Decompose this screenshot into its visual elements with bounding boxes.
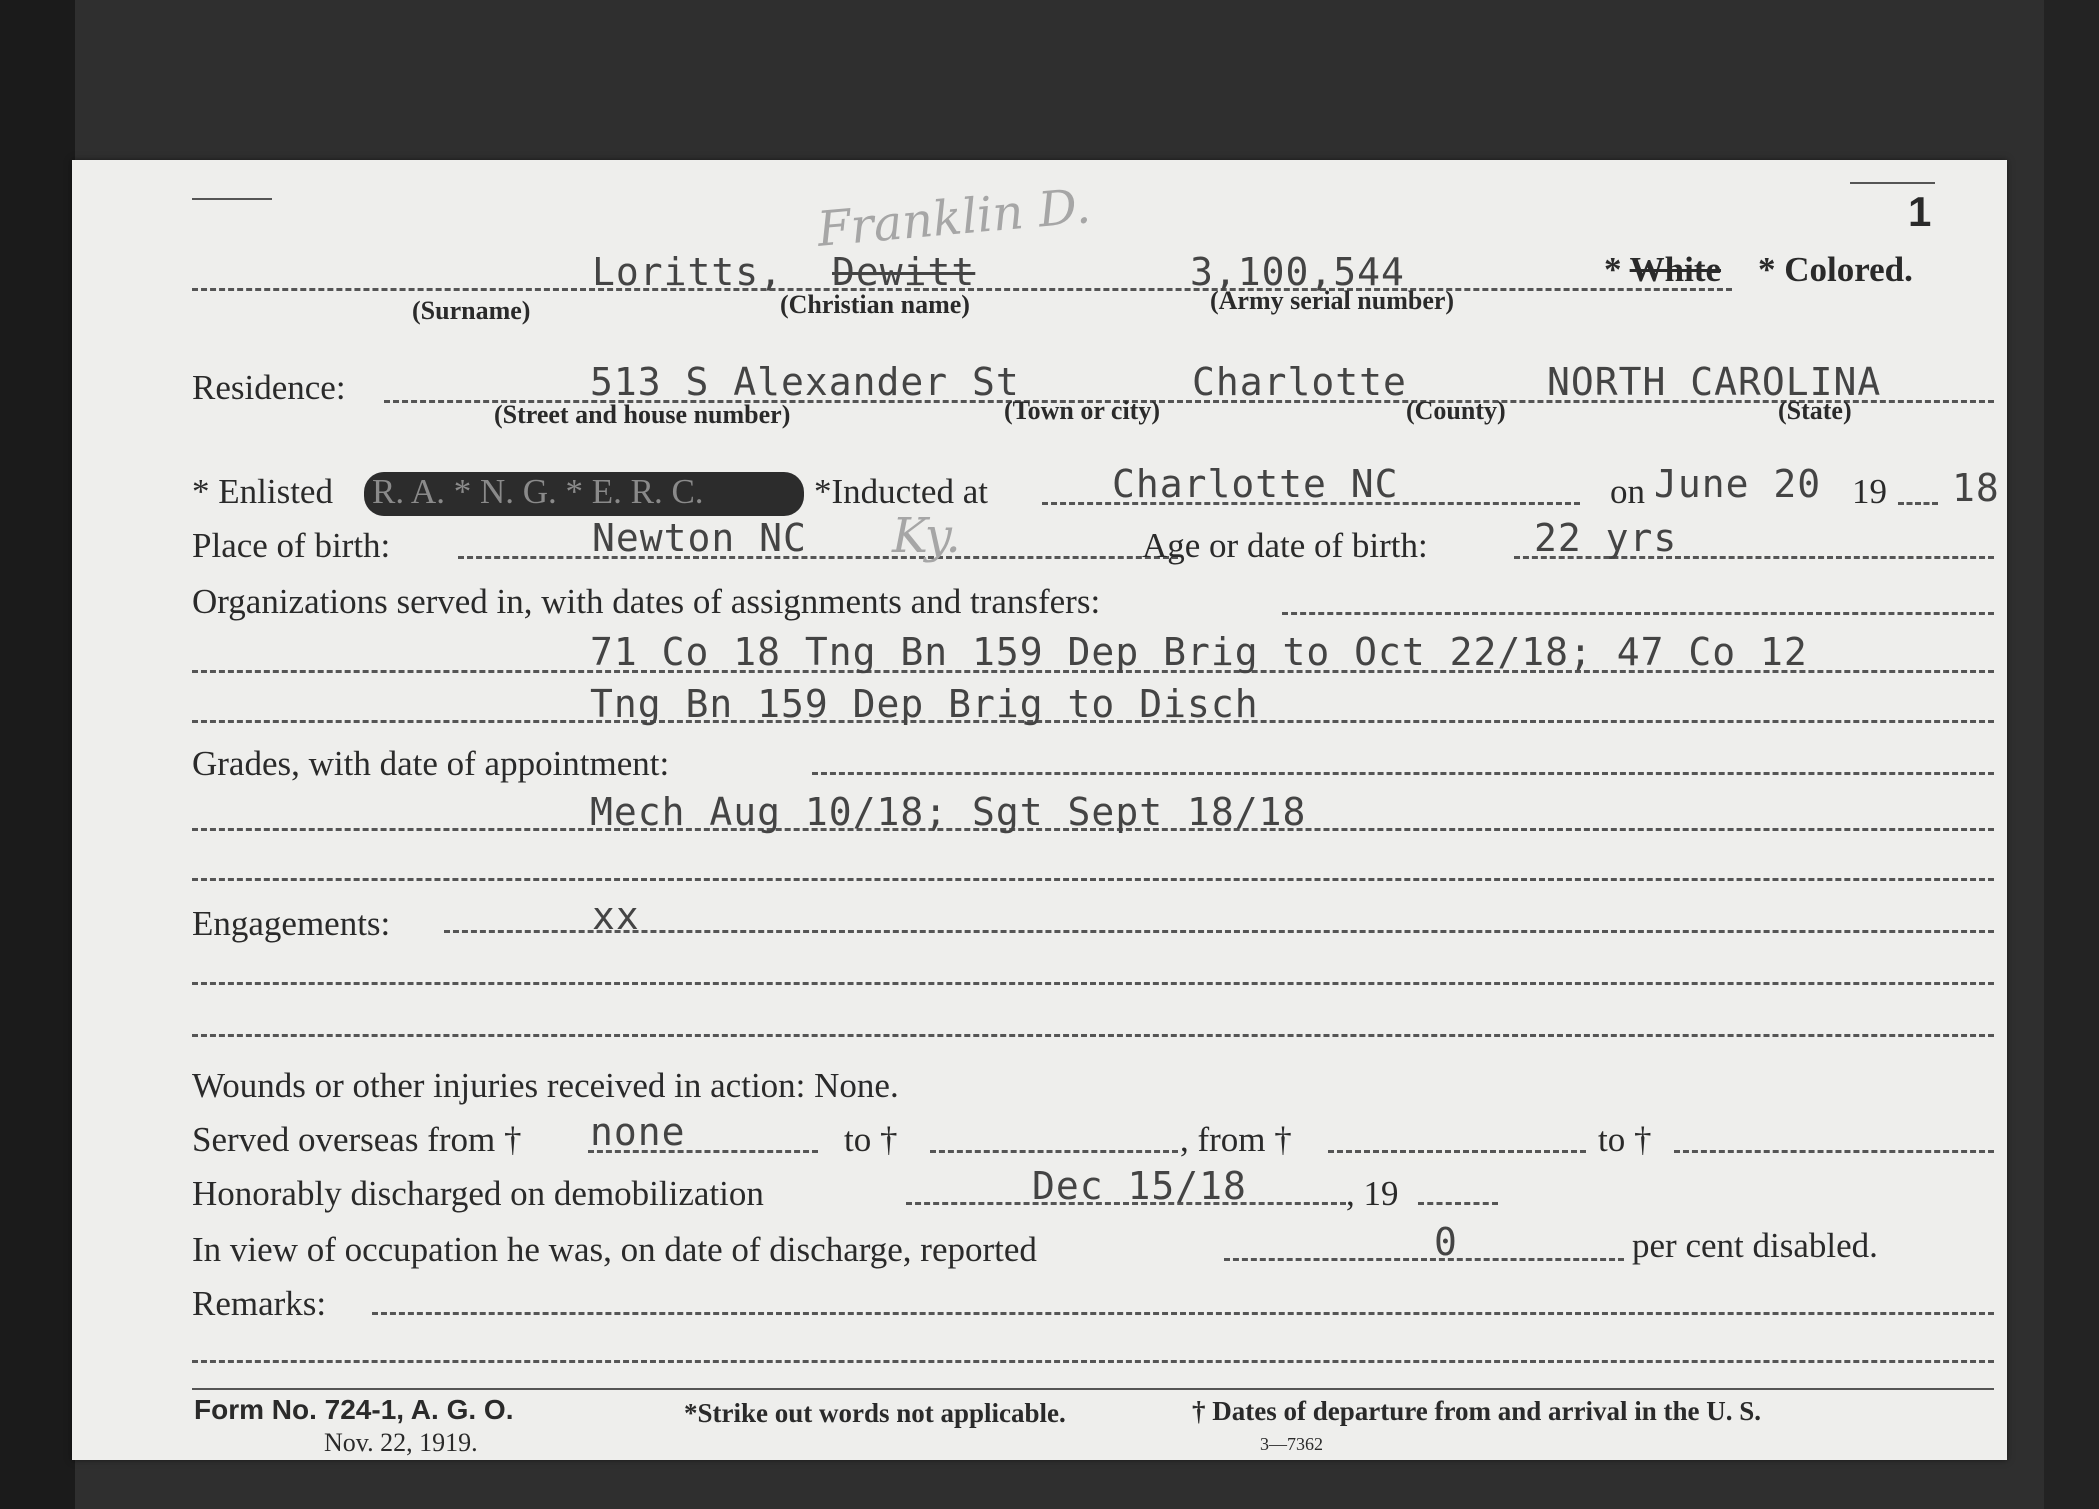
form-number: Form No. 724-1, A. G. O.: [194, 1394, 514, 1425]
dates-note: † Dates of departure from and arrival in the U. S.: [1192, 1396, 1761, 1426]
caption-serial: (Army serial number): [1210, 286, 1455, 315]
grades-label: Grades, with date of appointment:: [192, 744, 670, 783]
enlisted-label: * Enlisted: [192, 472, 333, 511]
wounds-label: Wounds or other injuries received in action: None.: [192, 1066, 899, 1105]
engagements-label: Engagements:: [192, 904, 391, 943]
enlistment-options: R. A. * N. G. * E. R. C.: [372, 472, 704, 511]
induction-date: June 20: [1654, 462, 1822, 506]
engagements-line-1: [192, 982, 1994, 985]
caption-surname: (Surname): [412, 296, 531, 325]
place-of-birth-line: [458, 556, 1178, 559]
disability-suffix: per cent disabled.: [1632, 1226, 1878, 1265]
strike-note: *Strike out words not applicable.: [684, 1398, 1066, 1428]
overseas-from-value: none: [590, 1110, 686, 1154]
overseas-from2-label: , from †: [1180, 1120, 1292, 1159]
grades-line-2: [192, 878, 1994, 881]
residence-town: Charlotte: [1192, 360, 1407, 404]
residence-street: 513 S Alexander St: [590, 360, 1020, 404]
discharge-year-line: [1418, 1202, 1498, 1205]
place-of-birth-handwritten: Ky.: [892, 508, 961, 564]
overseas-to2-label: to †: [1598, 1120, 1652, 1159]
disability-label: In view of occupation he was, on date of discharge, reported: [192, 1230, 1037, 1269]
engagements-value: xx: [592, 894, 640, 938]
organizations-entry-1: 71 Co 18 Tng Bn 159 Dep Brig to Oct 22/18; 47 Co 12: [590, 630, 1808, 674]
remarks-line-1: [372, 1312, 1994, 1315]
disability-line: [1224, 1258, 1624, 1261]
discharge-year-label: , 19: [1346, 1174, 1399, 1213]
top-left-rule: [192, 198, 272, 200]
discharge-label: Honorably discharged on demobilization: [192, 1174, 764, 1213]
print-code: 3—7362: [1260, 1434, 1323, 1454]
organizations-line-0: [1282, 612, 1994, 615]
caption-street: (Street and house number): [494, 400, 791, 429]
residence-label: Residence:: [192, 368, 346, 407]
form-date: Nov. 22, 1919.: [324, 1428, 478, 1457]
surname-value: Loritts,: [592, 250, 784, 294]
service-record-card: [72, 160, 2007, 1460]
overseas-from2-line: [1328, 1150, 1586, 1153]
grades-entry-1: Mech Aug 10/18; Sgt Sept 18/18: [590, 790, 1307, 834]
year-line: [1898, 502, 1938, 505]
year-prefix: 19: [1852, 472, 1887, 511]
overseas-to-line: [930, 1150, 1178, 1153]
caption-town: (Town or city): [1004, 396, 1160, 425]
race-colored-option: * Colored.: [1758, 250, 1913, 289]
scan-background-left: [0, 0, 75, 1509]
remarks-line-2: [192, 1360, 1994, 1363]
scan-background-right: [2044, 0, 2099, 1509]
remarks-label: Remarks:: [192, 1284, 327, 1323]
induction-year: 18: [1952, 466, 2000, 510]
caption-christian: (Christian name): [780, 290, 970, 319]
organizations-entry-2: Tng Bn 159 Dep Brig to Disch: [590, 682, 1259, 726]
overseas-to2-line: [1674, 1150, 1994, 1153]
organizations-label: Organizations served in, with dates of assignments and transfers:: [192, 582, 1101, 621]
race-white-option: * White: [1604, 250, 1722, 289]
serial-number-value: 3,100,544: [1190, 250, 1405, 294]
engagements-line-0: [444, 930, 1994, 933]
engagements-line-2: [192, 1034, 1994, 1037]
overseas-label: Served overseas from †: [192, 1120, 522, 1159]
christian-name-value: Dewitt: [832, 250, 976, 294]
discharge-date: Dec 15/18: [1032, 1164, 1247, 1208]
age-label: Age or date of birth:: [1142, 526, 1428, 565]
handwritten-name: Franklin D.: [815, 178, 1093, 258]
overseas-to-label: to †: [844, 1120, 898, 1159]
place-of-birth-value: Newton NC: [592, 516, 807, 560]
card-number: 1: [1908, 188, 1932, 235]
disability-value: 0: [1434, 1220, 1458, 1264]
inducted-label: *Inducted at: [814, 472, 988, 511]
caption-state: (State): [1778, 396, 1852, 425]
on-label: on: [1610, 472, 1645, 511]
top-right-rule: [1850, 182, 1935, 184]
residence-state: NORTH CAROLINA: [1547, 360, 1882, 404]
caption-county: (County): [1406, 396, 1506, 425]
place-of-birth-label: Place of birth:: [192, 526, 391, 565]
age-value: 22 yrs: [1534, 516, 1678, 560]
footer-rule: [192, 1388, 1994, 1390]
inducted-place: Charlotte NC: [1112, 462, 1399, 506]
grades-line-0: [812, 772, 1994, 775]
